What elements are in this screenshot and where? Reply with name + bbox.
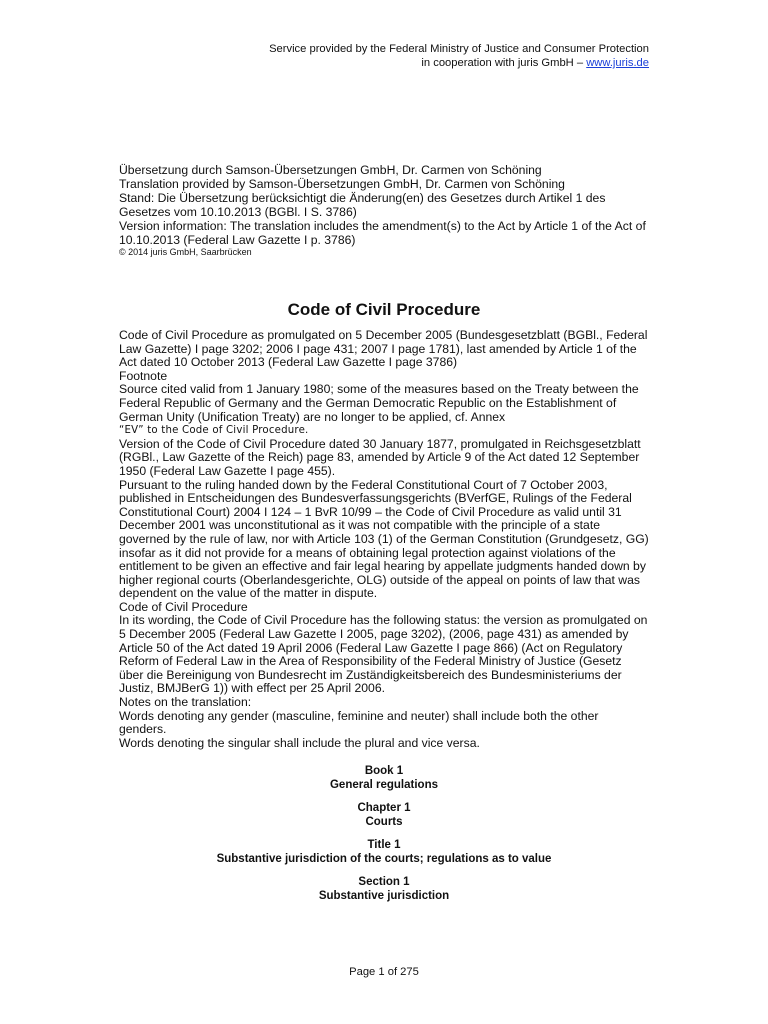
plural-note: Words denoting the singular shall include the plural and vice versa. [119,735,480,750]
book-title: General regulations [329,778,438,791]
title-title: Substantive jurisdiction of the courts; regulations as to value [216,852,552,865]
chapter-title: Courts [365,815,403,828]
document-body [119,329,649,750]
book-heading [119,765,649,792]
title-label: Title 1 [367,839,401,852]
promulgation-paragraph: Code of Civil Procedure as promulgated on 5 December 2005 (Bundesgesetzblatt (BGBl., Federal Law Gazette) I page 3202; 2006 I page 431; 2007 I page 1781), last amended by Article 1 of the Act dated 10 October 2013 (Federal Law Gazette I page 3786) [119,328,648,370]
page-number: Page 1 of 275 [349,966,419,978]
version-1877-paragraph: Version of the Code of Civil Procedure dated 30 January 1877, promulgated in Reichsgesetzblatt (RGBl., Law Gazette of the Reich) page 83, amended by Article 9 of the Act dated 12 September 1950 (Federal Law Gazette I page 455). [119,436,641,478]
chapter-heading [119,802,649,829]
title-heading [119,839,649,866]
section-title: Substantive jurisdiction [318,889,450,902]
meta-line-english-translator: Translation provided by Samson-Übersetzungen GmbH, Dr. Carmen von Schöning [119,177,565,191]
book-label: Book 1 [364,765,404,778]
translation-notes-label: Notes on the translation: [119,695,252,710]
annex-ev-line: “EV” to the Code of Civil Procedure. [119,425,309,437]
gender-note: Words denoting any gender (masculine, feminine and neuter) shall include both the other genders. [119,708,599,737]
juris-link[interactable]: www.juris.de [586,57,649,69]
section-label: Section 1 [358,876,410,889]
document-title: Code of Civil Procedure [287,300,481,319]
meta-line-version-information: Version information: The translation includes the amendment(s) to the Act by Article 1 of the Act of 10.10.2013 (Federal Law Gazette I p. 3786) [119,219,646,247]
service-header [269,42,649,70]
document-content [119,163,649,913]
translation-meta [119,163,649,258]
copyright-notice: © 2014 juris GmbH, Saarbrücken [119,247,252,257]
chapter-label: Chapter 1 [357,802,411,815]
constitutional-ruling-paragraph: Pursuant to the ruling handed down by the Federal Constitutional Court of 7 October 2003, published in Entscheidungen des Bundesverfassungsgerichts (BVerfGE, Rulings of the Federal Constitutional Court) 2004 I 124 – 1 BvR 10/99 – the Code of Civil Procedure as valid until 31 December 2001 was unconstitutional as it was not compatible with the principle of a state governed by the rule of law, nor with Article 103 (1) of the German Constitution (Grundgesetz, GG) insofar as it did not provide for a means of obtaining legal protection against violations of the entitlement to be given an effective and fair legal hearing by appellate judgments handed down by higher regional courts (Oberlandesgerichte, OLG) outside of the appeal on points of law that was dependent on the value of the matter in dispute. [119,477,649,601]
meta-line-german-translator: Übersetzung durch Samson-Übersetzungen GmbH, Dr. Carmen von Schöning [119,163,542,177]
service-header-prefix: in cooperation with juris GmbH – [421,57,587,69]
meta-line-german-status: Stand: Die Übersetzung berücksichtigt die Änderung(en) des Gesetzes durch Artikel 1 des Gesetzes vom 10.10.2013 (BGBl. I S. 3786) [119,191,606,219]
footnote-label: Footnote [119,368,168,383]
wording-status-paragraph: In its wording, the Code of Civil Procedure has the following status: the version as promulgated on 5 December 2005 (Federal Law Gazette I 2005, page 3202), (2006, page 431) as amended by Article 50 of the Act dated 19 April 2006 (Federal Law Gazette I page 866) (Act on Regulatory Reform of Federal Law in the Area of Responsibility of the Federal Ministry of Justice (Gesetz über die Bereinigung von Bundesrecht im Zuständigkeitsbereich des Bundesministeriums der Justiz, BMJBerG 1)) with effect per 25 April 2006. [119,613,648,696]
source-paragraph: Source cited valid from 1 January 1980; some of the measures based on the Treaty between the Federal Republic of Germany and the German Democratic Republic on the Establishment of German Unity (Unification Treaty) are no longer to be applied, cf. Annex [119,382,639,424]
section-heading [119,876,649,903]
service-header-line-2 [269,56,649,70]
code-name-line: Code of Civil Procedure [119,599,248,614]
service-header-line-1: Service provided by the Federal Ministry of Justice and Consumer Protection [269,43,649,55]
structure-headings [119,765,649,903]
